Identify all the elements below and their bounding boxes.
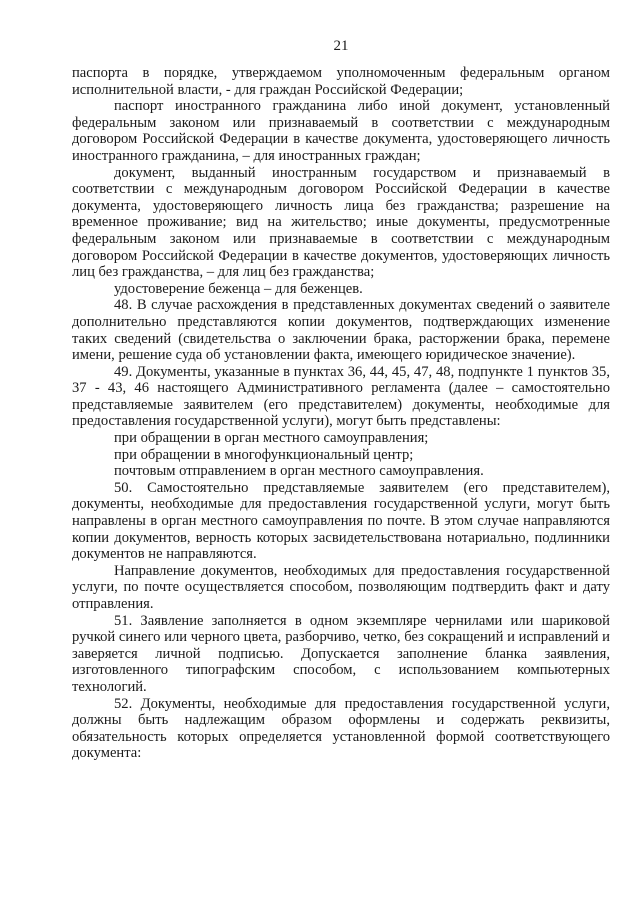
list-item-mfc: при обращении в многофункциональный центр;: [114, 446, 414, 463]
paragraph-postal-direction: Направление документов, необходимых для предоставления государственной услуги, по почте осуществляется способом, позволяющим подтвердить факт и дату отправления.: [72, 562, 610, 612]
paragraph-stateless-document: документ, выданный иностранным государством и признаваемый в соответствии с международным договором Российской Федерации в качестве документа, удостоверяющего личность лица без гражданства; разрешение на временное проживание; вид на жительство; иные документы, предусмотренные федеральным законом или признаваемые в соответствии с международным договором Российской Федерации в качестве документов, удостоверяющих личность лиц без гражданства, – для лиц без гражданства;: [72, 164, 610, 281]
paragraph-item-48: 48. В случае расхождения в представленных документах сведений о заявителе дополнительно представляются копии документов, подтверждающих изменение таких сведений (свидетельства о заключении брака, расторжении брака, перемене имени, решение суда об установлении факта, имеющего юридическое значение).: [72, 297, 610, 364]
paragraph-foreign-passport: паспорт иностранного гражданина либо иной документ, установленный федеральным законом или признаваемый в соответствии с международным договором Российской Федерации в качестве документа, удостоверяющего личность иностранного гражданина, – для иностранных граждан;: [72, 98, 610, 164]
list-item-local-government: при обращении в орган местного самоуправления;: [114, 430, 429, 447]
paragraph-item-49: 49. Документы, указанные в пунктах 36, 44, 45, 47, 48, подпункте 1 пунктов 35, 37 - 43, 46 настоящего Административного регламента (далее – самостоятельно представляемые заявителем (его представителем) документы, необходимые для предоставления государственной услуги), могут быть представлены:: [72, 363, 610, 430]
paragraph-item-50: 50. Самостоятельно представляемые заявителем (его представителем), документы, необходимые для предоставления государственной услуги, могут быть направлены в орган местного самоуправления по почте. В этом случае направляются копии документов, верность которых засвидетельствована нотариально, подлинники документов не направляются.: [72, 479, 610, 563]
paragraph-item-52: 52. Документы, необходимые для предоставления государственной услуги, должны быть надлежащим образом оформлены и содержать реквизиты, обязательность которых определяется установленной формой соответствующего документа:: [72, 695, 610, 762]
paragraph-refugee-certificate: удостоверение беженца – для беженцев.: [114, 280, 363, 297]
paragraph-item-51: 51. Заявление заполняется в одном экземпляре чернилами или шариковой ручкой синего или черного цвета, разборчиво, четко, без сокращений и исправлений и заверяется личной подписью. Допускается заполнение бланка заявления, изготовленного типографским способом, с использованием компьютерных технологий.: [72, 612, 610, 695]
paragraph-passport-rf: паспорта в порядке, утверждаемом уполномоченным федеральным органом исполнительной власти, - для граждан Российской Федерации;: [72, 65, 610, 98]
list-item-postal: почтовым отправлением в орган местного самоуправления.: [114, 463, 484, 480]
page-number: 21: [333, 38, 349, 54]
